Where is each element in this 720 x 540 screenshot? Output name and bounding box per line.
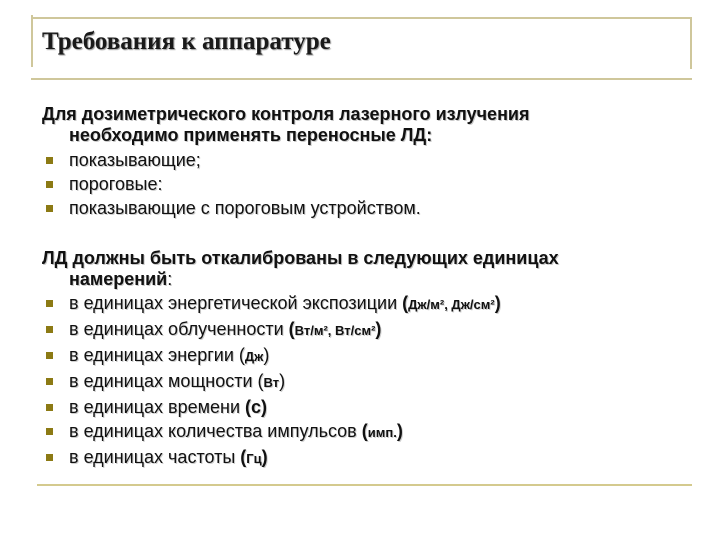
list-item: в единицах количества импульсов (имп.) [42, 419, 501, 445]
section1-list [42, 148, 421, 220]
square-bullet-icon [46, 157, 53, 164]
list-item: показывающие; [42, 148, 421, 172]
square-bullet-icon [46, 454, 53, 461]
list-item: в единицах облученности (Вт/м², Вт/см²) [42, 317, 501, 343]
list-item: в единицах энергии (Дж) [42, 343, 501, 369]
section2-heading-line1: ЛД должны быть откалиброваны в следующих единицах [42, 248, 559, 268]
footer-divider [37, 484, 692, 486]
title-frame-top [31, 17, 692, 19]
list-item: в единицах мощности (Вт) [42, 369, 501, 395]
title-frame-left [31, 15, 33, 67]
list-item: в единицах энергетической экспозиции (Дж/м², Дж/см²) [42, 291, 501, 317]
list-item: в единицах частоты (Гц) [42, 445, 501, 471]
section2-heading [42, 248, 559, 290]
square-bullet-icon [46, 378, 53, 385]
list-item: в единицах времени (с) [42, 395, 501, 419]
section2-list [42, 291, 501, 471]
square-bullet-icon [46, 326, 53, 333]
title-divider [31, 78, 692, 80]
section2-heading-line2: намерений: [69, 269, 173, 289]
square-bullet-icon [46, 428, 53, 435]
section1-heading-line1: Для дозиметрического контроля лазерного излучения [42, 104, 530, 124]
section1-heading-line2: необходимо применять переносные ЛД: [69, 125, 433, 145]
square-bullet-icon [46, 352, 53, 359]
section1-heading [42, 104, 530, 146]
title-frame-right [690, 17, 692, 69]
square-bullet-icon [46, 404, 53, 411]
square-bullet-icon [46, 181, 53, 188]
square-bullet-icon [46, 300, 53, 307]
slide-title: Требования к аппаратуре [42, 28, 331, 55]
list-item: пороговые: [42, 172, 421, 196]
list-item: показывающие с пороговым устройством. [42, 196, 421, 220]
square-bullet-icon [46, 205, 53, 212]
